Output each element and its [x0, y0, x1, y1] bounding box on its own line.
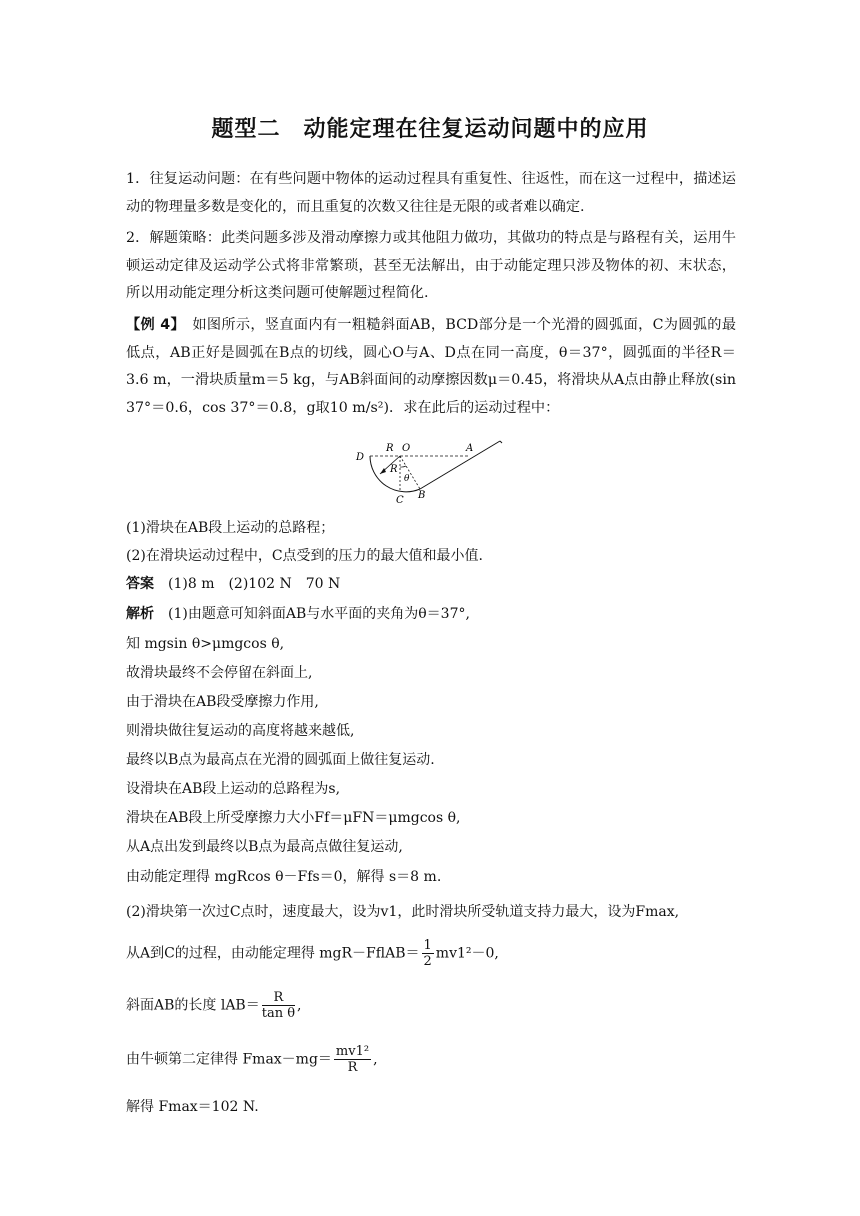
fraction-r-tan [262, 990, 295, 1021]
paragraph-2: 2．解题策略：此类问题多涉及滑动摩擦力或其他阻力做功，其做功的特点是与路程有关，运用牛顿运动定律及运动学公式将非常繁琐，甚至无法解出，由于动能定理只涉及物体的初、末状态，所以用动能定理分析这类问题可使解题过程简化. [126, 230, 736, 301]
page-title: 题型二 动能定理在往复运动问题中的应用 [211, 117, 649, 142]
question-2: (2)在滑块运动过程中，C点受到的压力的最大值和最小值. [126, 548, 483, 564]
example-4 [126, 312, 736, 422]
newton-law-text: 由牛顿第二定律得 Fmax－mg＝ [126, 1051, 332, 1068]
analysis-line-12 [126, 938, 499, 969]
incline-arc-figure [352, 437, 512, 507]
analysis-line-4: 由于滑块在AB段受摩擦力作用, [126, 694, 319, 710]
analysis-line-14 [126, 1044, 378, 1075]
fraction-denominator: tan θ [261, 1006, 296, 1021]
analysis-line-13 [126, 990, 302, 1021]
label-R-radius: R [390, 464, 398, 475]
analysis-line-11: (2)滑块第一次过C点时，速度最大，设为v1，此时滑块所受轨道支持力最大，设为Fmax, [126, 904, 680, 920]
fraction-numerator: 1 [423, 938, 432, 953]
analysis-line-3: 故滑块最终不会停留在斜面上, [126, 665, 313, 681]
example-text: 如图所示，竖直面内有一粗糙斜面AB，BCD部分是一个光滑的圆弧面，C为圆弧的最低点，AB正好是圆弧在B点的切线，圆心O与A、D点在同一高度，θ＝37°，圆弧面的半径R＝3.6 m，一滑块质量m＝5 kg，与AB斜面间的动摩擦因数μ＝0.45，将滑块从A点由静止释放(sin 37°＝0.6，cos 37°＝0.8，g取10 m/s²)．求在此后的运动过程中： [126, 317, 737, 416]
answer-tag: 答案 [126, 576, 154, 592]
analysis-line-5: 则滑块做往复运动的高度将越来越低, [126, 723, 355, 739]
incline-length-text: 斜面AB的长度 lAB＝ [126, 997, 260, 1014]
fraction-numerator: R [262, 990, 295, 1006]
question-1: (1)滑块在AB段上运动的总路程； [126, 520, 335, 536]
analysis-line-1 [126, 603, 470, 623]
analysis-line-9: 从A点出发到最终以B点为最高点做往复运动, [126, 839, 403, 855]
fraction-numerator: mv1² [335, 1044, 370, 1059]
analysis-line-8: 滑块在AB段上所受摩擦力大小Ff＝μFN＝μmgcos θ, [126, 810, 461, 826]
analysis-line-10: 由动能定理得 mgRcos θ－Ffs＝0，解得 s＝8 m. [126, 869, 442, 885]
kinetic-energy-text: 从A到C的过程，由动能定理得 mgR－FflAB＝ [126, 945, 420, 962]
fraction-denominator: R [347, 1060, 358, 1075]
answer-line [126, 573, 340, 593]
incline-length-tail: , [297, 997, 302, 1014]
label-theta: θ [404, 474, 410, 484]
label-A: A [466, 443, 474, 454]
fraction-mv2-r [334, 1044, 371, 1075]
answer-text: (1)8 m (2)102 N 70 N [154, 576, 341, 592]
analysis-line-7: 设滑块在AB段上运动的总路程为s, [126, 781, 341, 797]
paragraph-1: 1．往复运动问题：在有些问题中物体的运动过程具有重复性、往返性，而在这一过程中，描述运动的物理量多数是变化的，而且重复的次数又往往是无限的或者难以确定. [126, 171, 736, 215]
analysis-tag: 解析 [126, 606, 154, 622]
analysis-line-2: 知 mgsin θ>μmgcos θ, [126, 636, 285, 652]
analysis-line-15: 解得 Fmax＝102 N. [126, 1099, 259, 1115]
analysis-text: (1)由题意可知斜面AB与水平面的夹角为θ＝37°, [154, 606, 470, 622]
label-C: C [396, 495, 404, 506]
analysis-line-6: 最终以B点为最高点在光滑的圆弧面上做往复运动. [126, 752, 435, 768]
label-O: O [402, 443, 411, 454]
label-D: D [356, 452, 365, 463]
fraction-half [422, 938, 434, 969]
label-B: B [418, 490, 426, 501]
example-tag: 【例 4】 [126, 317, 178, 333]
label-R-top: R [386, 443, 394, 454]
fraction-denominator: 2 [423, 954, 432, 969]
kinetic-energy-tail: mv1²－0, [435, 945, 499, 962]
newton-law-tail: , [373, 1051, 378, 1068]
